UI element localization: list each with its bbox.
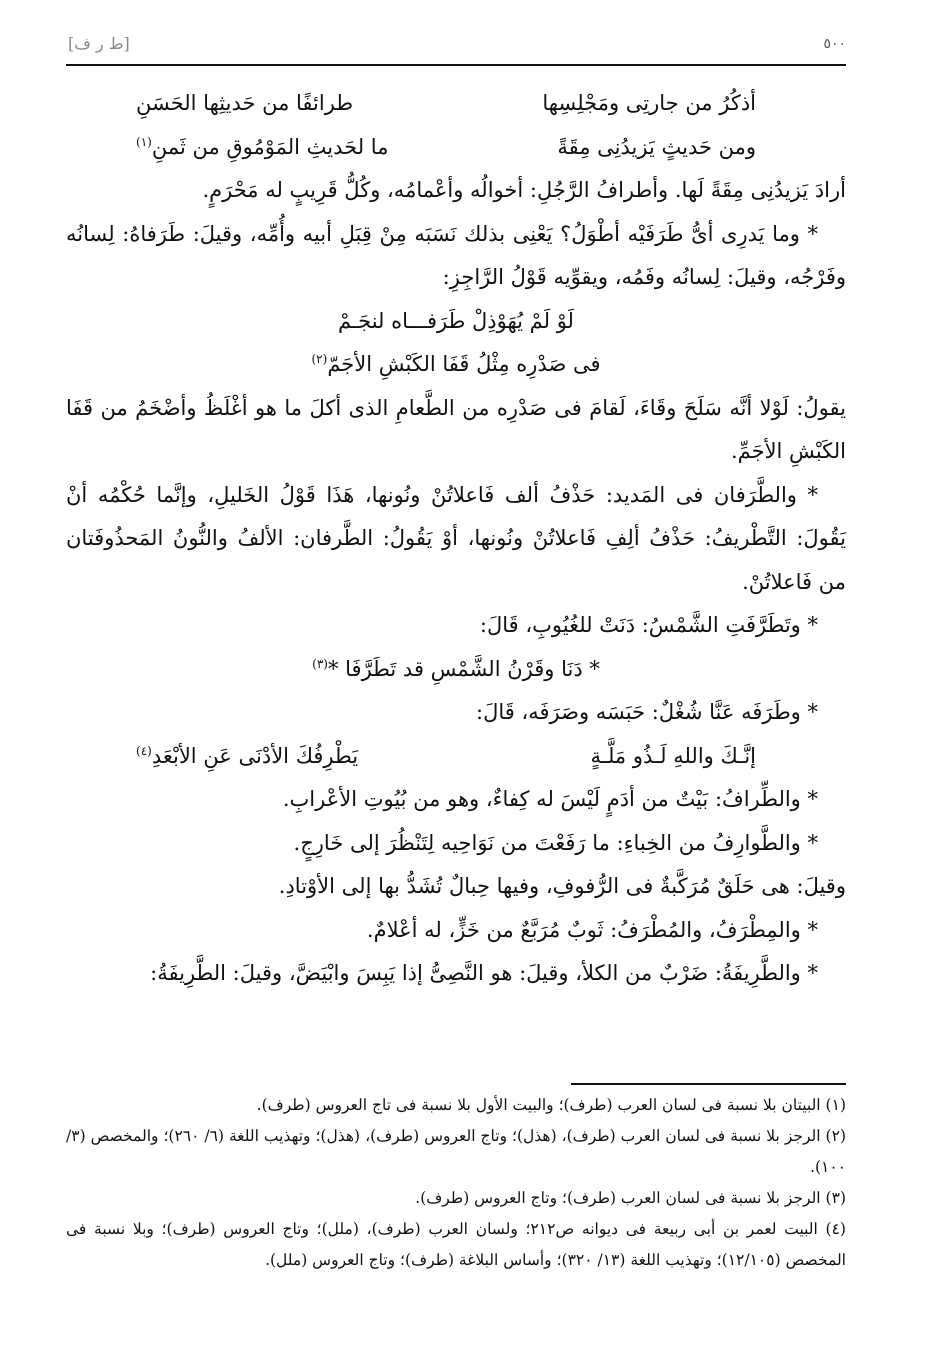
footnote-text: البيت لعمر بن أبى ربيعة فى ديوانه ص٢١٢؛ ولسان العرب (طرف)، (ملل)؛ وتاج العروس (طرف)؛ وبلا نسبة فى المخصص (١٢/١٠٥)؛ وتهذيب اللغة (١٣/ ٣٢٠)؛ وأساس البلاغة (طرف)؛ وتاج العروس (ملل). [66,1220,846,1269]
main-text [66,82,846,996]
footnote-number: (٤) [825,1220,846,1238]
hemistich-second: ما لحَديثِ المَوْمُوقِ من ثَمنِ$^{(١)}$ [136,134,389,159]
footnotes [66,1090,846,1276]
footnote-ref: (٣) [312,656,328,671]
paragraph: * وطَرَفَه عَنَّا شُغْلٌ: حَبَسَه وصَرَفَه، قَالَ: [476,700,818,724]
header-root-letters: [ط ر ف] [68,34,130,53]
footnote-ref: (٤) [136,743,152,758]
footnote-ref: (١) [136,134,152,149]
paragraph: يقولُ: لَوْلا أنَّه سَلَحَ وقَاءَ، لَقامَ فى صَدْرِه من الطَّعامِ الذى أكلَ ما هو أغْلَظُ وأضْخَمُ من قَفَا الكَبْشِ الأجَمِّ. [66,395,846,463]
footnote [66,1090,846,1121]
footnote [66,1183,846,1214]
page-header [66,30,846,66]
footnote-text: البيتان بلا نسبة فى لسان العرب (طرف)؛ والبيت الأول بلا نسبة فى تاج العروس (طرف). [256,1096,821,1114]
footnote [66,1214,846,1276]
hemistich-second: طرائفًا من حَديثِها الحَسَنِ [136,91,354,115]
footnote-number: (٣) [825,1189,846,1207]
verse-line-3: * دَنَا وقَرْنُ الشَّمْسِ قد تَطَرَّفَا *$^{(٣)}$ [312,656,600,681]
hemistich-first: إنَّـكَ واللهِ لَـذُو مَلَّـةٍ [590,743,756,768]
verse-line-2 [136,126,776,170]
footnote-ref: (٢) [311,352,328,366]
hemistich-second: يَطْرِفُكَ الأدْنَى عَنِ الأبْعَدِ$^{(٤)}$ [136,743,359,768]
footnote-text: الرجز بلا نسبة فى لسان العرب (طرف)، (هذل)؛ وتاج العروس (طرف)، (هذل)؛ وتهذيب اللغة (٦/ ٢٦٠)؛ والمخصص (٣/ ١٠٠). [66,1127,846,1176]
paragraph: * والمِطْرَفُ، والمُطْرَفُ: ثَوبٌ مُرَبَّعٌ من خَزٍّ، له أعْلامٌ. [366,917,818,942]
page-number: ٥٠٠ [823,36,846,52]
paragraph: وقيلَ: هى حَلَقٌ مُرَكَّبةٌ فى الرُّفوفِ، وفيها حِبالٌ تُشَدُّ بها إلى الأوْتادِ. [278,874,846,898]
paragraph: * والطَّرِيفَةُ: ضَرْبٌ من الكلأ، وقيلَ: هو النَّصِىُّ إذا يَبِسَ وابْيَضَّ، وقيلَ: الطَّرِيفَةُ: [150,961,818,985]
verse-line-4 [136,735,776,779]
footnote-number: (١) [825,1096,846,1114]
rajaz-line-1: لَوْ لَمْ يُهَوْذِلْ طَرَفـــاه لنجَـمْ [338,308,574,333]
paragraph: * والطَّرَفان فى المَديد: حَذْفُ ألف فَاعلاتُنْ ونُونها، هَذَا قَوْلُ الخَليلِ، وإنَّما حُكْمُه أنْ يَقُولَ: التَّطْريفُ: حَذْفُ ألِفِ فَاعلاتُنْ ونُونها، أوْ يَقُولُ: الطَّرفان: الألفُ والنُّونُ المَحذُوفَتان من فَاعلاتُنْ. [66,482,846,594]
footnote-divider [571,1083,846,1085]
paragraph: * والطِّرافُ: بَيْتٌ من أدَمٍ لَيْسَ له كِفاءٌ، وهو من بُيُوتِ الأعْرابِ. [282,787,818,811]
footnote-number: (٢) [825,1127,846,1145]
paragraph: * وتَطَرَّفَتِ الشَّمْسُ: دَنَتْ للغُيُوبِ، قَالَ: [479,613,818,637]
paragraph: * والطَّوارِفُ من الخِباءِ: ما رَفَعْتَ من نَوَاحِيه لِتَنْظُرَ إلى خَارِجٍ. [293,830,818,855]
hemistich-first: ومن حَديثٍ يَزيدُنِى مِقَةً [557,134,756,159]
paragraph: أرادَ يَزيدُنِى مِقَةً لَها. وأطرافُ الرَّجُلِ: أخوالُه وأعْمامُه، وكُلُّ قَرِيبٍ له مَحْرَمٍ. [202,178,846,202]
footnote [66,1121,846,1183]
hemistich-first: أذكُرُ من جارتِى ومَجْلِسِها [542,91,756,115]
rajaz-line-2: فى صَدْرِه مِثْلُ قَفَا الكَبْشِ الأجَمّ$^{(٢)}$ [311,352,601,376]
verse-line-1 [136,82,776,126]
footnote-text: الرجز بلا نسبة فى لسان العرب (طرف)؛ وتاج العروس (طرف). [415,1189,821,1207]
paragraph: * وما يَدرِى أىُّ طَرَفَيْه أطْوَلُ؟ يَعْنِى بذلك نَسَبَه مِنْ قِبَلِ أبيه وأُمِّه، وقيلَ: طَرَفاهُ: لِسانُه وفَرْجُه، وقيلَ: لِسانُه وفَمُه، ويقوِّيه قَوْلُ الرَّاجِزِ: [66,221,846,289]
